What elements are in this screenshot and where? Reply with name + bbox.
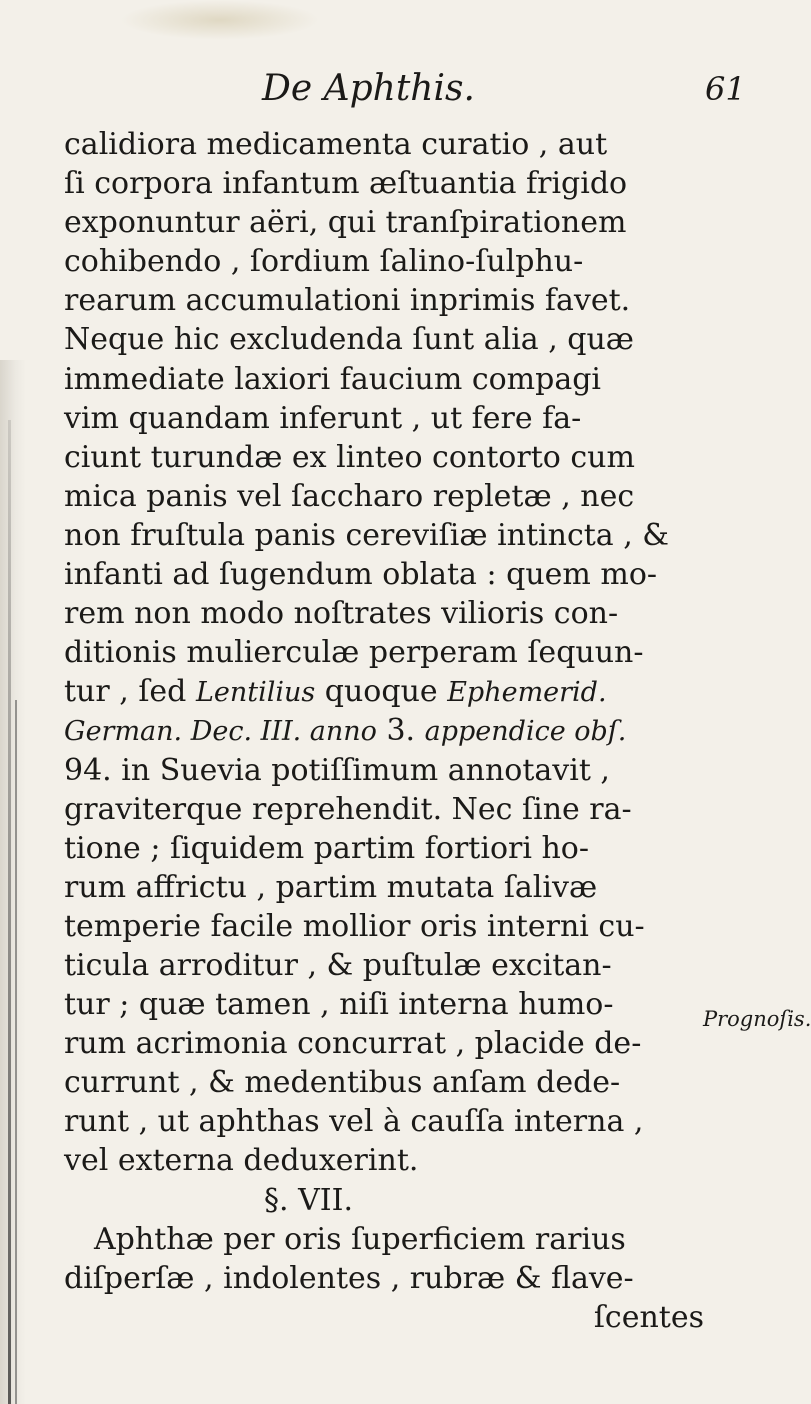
text-line: cohibendo , ſordium ſalino-ſulphu-: [64, 244, 584, 280]
main-text-block: [64, 125, 704, 1337]
text-line: tione ; ſiquidem partim fortiori ho-: [64, 830, 589, 866]
observation-reference: appendice obſ.: [424, 716, 627, 748]
text-span: 3.: [376, 713, 425, 749]
text-line: ciunt turundæ ex linteo contorto cum: [64, 439, 635, 475]
text-line: rum acrimonia concurrat , placide de-: [64, 1026, 642, 1062]
text-line: temperie facile mollior oris interni cu-: [64, 908, 645, 944]
running-header: [0, 66, 800, 116]
text-line: graviterque reprehendit. Nec ſine ra-: [64, 791, 632, 827]
text-span: quoque: [315, 674, 448, 710]
gutter-edge: [8, 420, 11, 1404]
text-line: rem non modo noſtrates vilioris con-: [64, 596, 619, 632]
text-line: Neque hic excludenda ſunt alia , quæ: [64, 322, 634, 358]
page-number: 61: [705, 70, 746, 108]
section-heading: §. VII.: [264, 1182, 353, 1218]
catchword: ſcentes: [593, 1299, 704, 1335]
text-line: infanti ad ſugendum oblata : quem mo-: [64, 557, 658, 593]
text-line: tur ; quæ tamen , niſi interna humo-: [64, 987, 614, 1023]
text-line: ticula arroditur , & puſtulæ excitan-: [64, 947, 612, 983]
text-line: rearum accumulationi inprimis favet.: [64, 283, 631, 319]
text-line-citation: [64, 711, 704, 750]
text-line: ditionis mulierculæ perperam ſequun-: [64, 635, 644, 671]
paper-stain: [120, 0, 320, 40]
text-line: non fruſtula panis cereviſiæ intincta , &: [64, 517, 670, 553]
text-line: Aphthæ per oris ſuperficiem rarius: [94, 1221, 626, 1257]
text-line: runt , ut aphthas vel à cauſſa interna ,: [64, 1104, 644, 1140]
text-line-citation: [64, 672, 704, 711]
journal-title: Ephemerid.: [447, 677, 607, 709]
text-line: rum affrictu , partim mutata ſalivæ: [64, 869, 598, 905]
text-line: 94. in Suevia potiſſimum annotavit ,: [64, 752, 610, 788]
text-line: mica panis vel ſaccharo repletæ , nec: [64, 478, 635, 514]
gutter-shadow: [0, 360, 26, 1404]
text-line: calidiora medicamenta curatio , aut: [64, 127, 608, 162]
running-title: De Aphthis.: [262, 68, 475, 109]
text-line: ſi corpora infantum æſtuantia frigido: [64, 166, 628, 202]
text-line: vim quandam inferunt , ut fere fa-: [64, 400, 582, 436]
gutter-edge-secondary: [15, 700, 17, 1404]
text-line: currunt , & medentibus anſam dede-: [64, 1065, 621, 1101]
marginal-note: Prognoſis.: [703, 1007, 811, 1031]
text-line: immediate laxiori faucium compagi: [64, 361, 602, 397]
text-line: exponuntur aëri, qui tranſpirationem: [64, 205, 627, 241]
journal-reference: German. Dec. III. anno: [64, 716, 377, 748]
text-line: diſperſæ , indolentes , rubræ & flave-: [64, 1260, 634, 1296]
author-name: Lentilius: [195, 677, 316, 709]
text-span: tur , ſed: [64, 674, 196, 710]
text-line: vel externa deduxerint.: [64, 1143, 419, 1179]
